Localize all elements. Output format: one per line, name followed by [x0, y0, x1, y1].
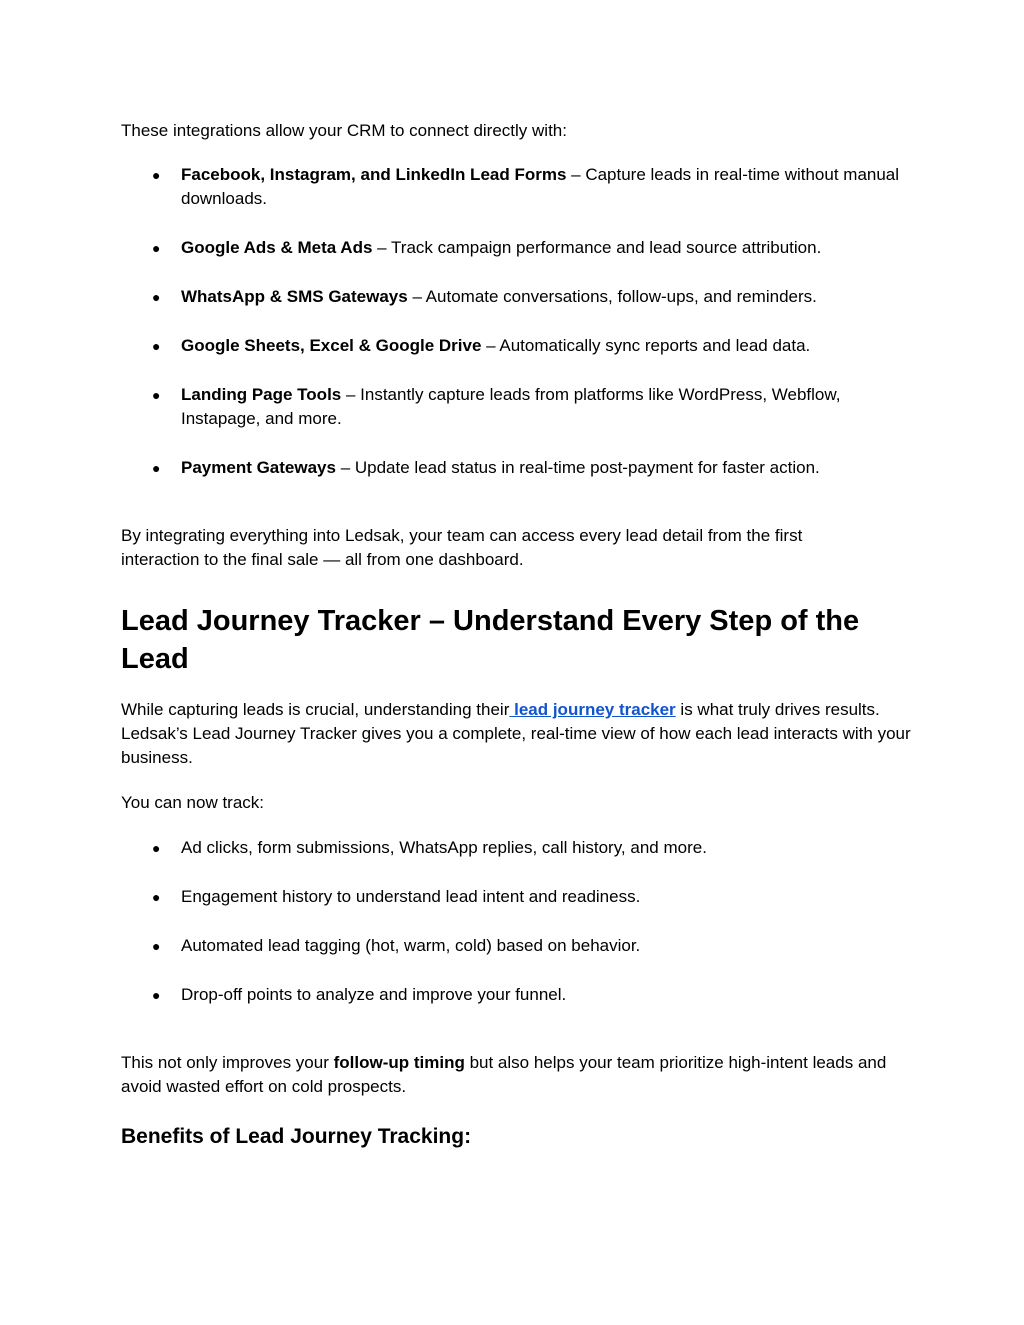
bullet-icon: ● — [152, 460, 161, 476]
list-item — [121, 163, 911, 211]
journey-text-before: While capturing leads is crucial, understanding their — [121, 700, 510, 719]
followup-text-after: but also helps your team prioritize high-intent leads and avoid wasted effort on cold prospects. — [121, 1053, 887, 1096]
list-item-text: – Automate conversations, follow-ups, and reminders. — [407, 287, 817, 306]
intro-paragraph: These integrations allow your CRM to connect directly with: — [121, 121, 567, 140]
list-item — [121, 334, 911, 358]
list-item-text: Drop-off points to analyze and improve your funnel. — [181, 985, 567, 1004]
list-item-text: Automated lead tagging (hot, warm, cold) based on behavior. — [181, 936, 641, 955]
followup-paragraph — [121, 1051, 891, 1099]
bullet-icon: ● — [152, 938, 161, 954]
list-item-title: Google Sheets, Excel & Google Drive — [181, 336, 482, 355]
list-item-text: – Automatically sync reports and lead data. — [481, 336, 811, 355]
journey-paragraph — [121, 698, 911, 770]
track-list — [121, 836, 911, 1007]
section-heading: Lead Journey Tracker – Understand Every Step of the Lead — [121, 605, 860, 675]
list-item — [121, 836, 911, 860]
list-item-text: – Update lead status in real-time post-payment for faster action. — [335, 458, 820, 477]
list-item — [121, 236, 911, 260]
list-item — [121, 456, 911, 480]
list-item — [121, 885, 911, 909]
bullet-icon: ● — [152, 840, 161, 856]
list-item-title: Facebook, Instagram, and LinkedIn Lead Forms — [181, 165, 567, 184]
list-item-text: – Track campaign performance and lead source attribution. — [372, 238, 822, 257]
bullet-icon: ● — [152, 289, 161, 305]
list-item — [121, 983, 911, 1007]
integrating-paragraph: By integrating everything into Ledsak, your team can access every lead detail from the first interaction to the final sale — all from one dashboard. — [121, 526, 803, 569]
bullet-icon: ● — [152, 167, 161, 183]
followup-text-before: This not only improves your — [121, 1053, 334, 1072]
bullet-icon: ● — [152, 338, 161, 354]
list-item-text: – Capture leads in real-time without manual downloads. — [181, 165, 900, 208]
list-item-title: Payment Gateways — [181, 458, 336, 477]
journey-text-after: is what truly drives results. Ledsak’s Lead Journey Tracker gives you a complete, real-time view of how each lead interacts with your business. — [121, 700, 911, 767]
list-item-text: – Instantly capture leads from platforms like WordPress, Webflow, Instapage, and more. — [181, 385, 841, 428]
bullet-icon: ● — [152, 387, 161, 403]
lead-journey-tracker-link[interactable]: lead journey tracker — [509, 700, 676, 719]
list-item — [121, 285, 911, 309]
integrations-list — [121, 163, 911, 480]
bullet-icon: ● — [152, 889, 161, 905]
list-item-text: Engagement history to understand lead intent and readiness. — [181, 887, 641, 906]
list-item-text: Ad clicks, form submissions, WhatsApp replies, call history, and more. — [181, 838, 707, 857]
followup-bold: follow-up timing — [333, 1053, 465, 1072]
list-item — [121, 934, 911, 958]
bullet-icon: ● — [152, 240, 161, 256]
bullet-icon: ● — [152, 987, 161, 1003]
list-item-title: WhatsApp & SMS Gateways — [181, 287, 408, 306]
list-item-title: Landing Page Tools — [181, 385, 342, 404]
list-item — [121, 383, 911, 431]
track-intro: You can now track: — [121, 793, 265, 812]
list-item-title: Google Ads & Meta Ads — [181, 238, 373, 257]
benefits-heading: Benefits of Lead Journey Tracking: — [121, 1125, 472, 1148]
